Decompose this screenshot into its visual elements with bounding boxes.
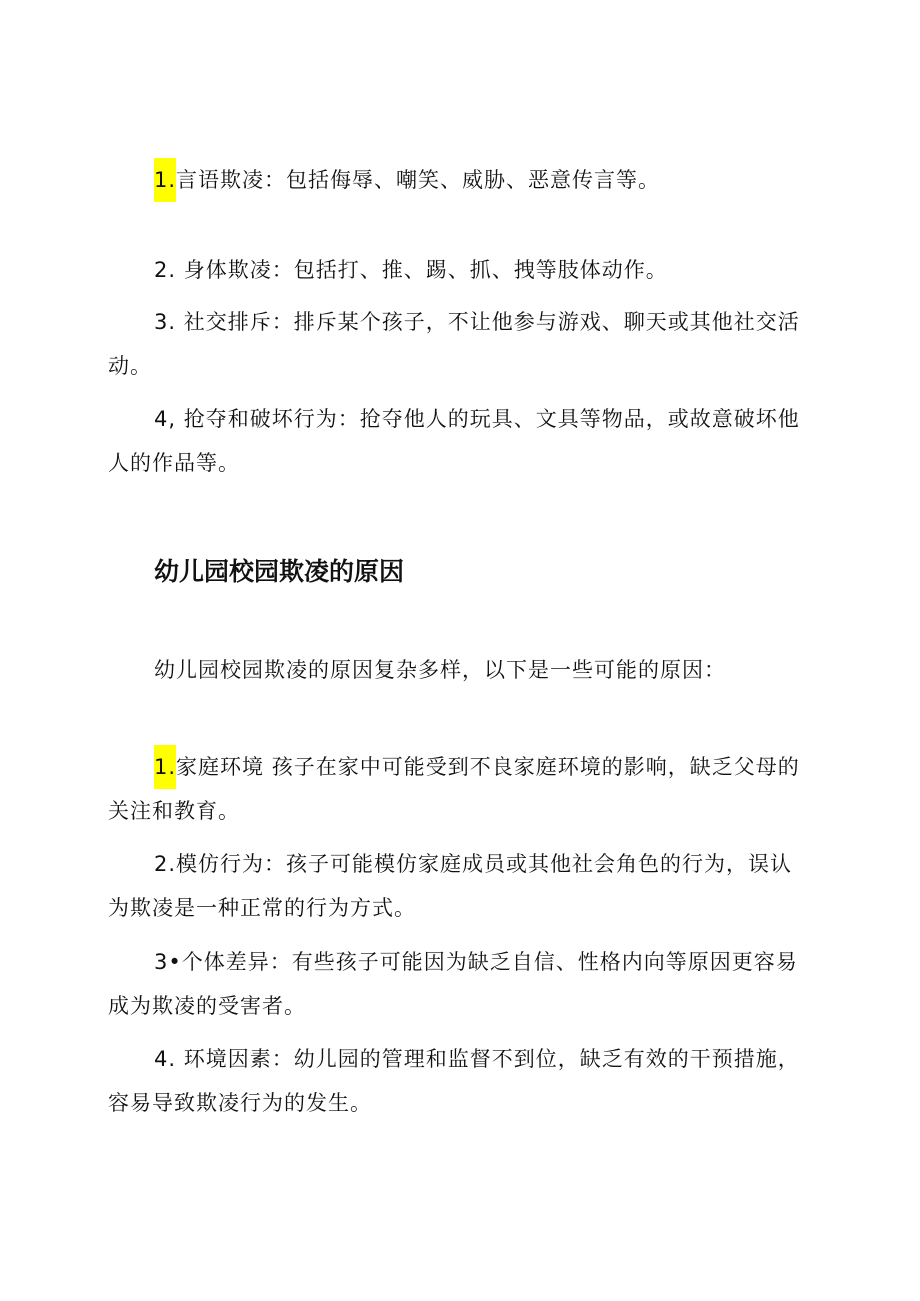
item-number: 3. <box>154 310 177 334</box>
item-text: 个体差异：有些孩子可能因为缺乏自信、性格内向等原因更容易成为欺凌的受害者。 <box>108 950 798 1018</box>
cause-item <box>108 745 808 833</box>
item-text: 言语欺凌：包括侮辱、嘲笑、威胁、恶意传言等。 <box>176 168 661 192</box>
cause-item <box>108 842 808 930</box>
bullying-type-item <box>108 300 808 388</box>
item-text: 模仿行为：孩子可能模仿家庭成员或其他社会角色的行为，误认为欺凌是一种正常的行为方式。 <box>108 852 793 920</box>
bullying-type-item <box>108 248 808 292</box>
item-number: 1. <box>154 158 176 202</box>
item-text: 身体欺凌：包括打、推、踢、抓、拽等肢体动作。 <box>183 258 668 282</box>
item-text: 家庭环境 孩子在家中可能受到不良家庭环境的影响，缺乏父母的关注和教育。 <box>108 755 800 823</box>
item-number: 1. <box>154 745 176 789</box>
cause-item <box>108 1037 808 1125</box>
item-text: 抢夺和破坏行为：抢夺他人的玩具、文具等物品，或故意破坏他人的作品等。 <box>108 407 800 475</box>
item-text: 社交排斥：排斥某个孩子，不让他参与游戏、聊天或其他社交活动。 <box>108 310 800 378</box>
cause-item <box>108 940 808 1028</box>
item-number: 4, <box>154 407 177 431</box>
intro-paragraph: 幼儿园校园欺凌的原因复杂多样，以下是一些可能的原因： <box>154 658 726 682</box>
item-number: 4. <box>154 1047 177 1071</box>
item-text: 环境因素：幼儿园的管理和监督不到位，缺乏有效的干预措施，容易导致欺凌行为的发生。 <box>108 1047 800 1115</box>
item-number: 2. <box>154 258 177 282</box>
bullying-type-item <box>108 158 808 202</box>
section-heading: 幼儿园校园欺凌的原因 <box>154 557 405 586</box>
bullying-type-item <box>108 397 808 485</box>
item-number: 3• <box>154 950 182 974</box>
item-number: 2. <box>154 852 177 876</box>
